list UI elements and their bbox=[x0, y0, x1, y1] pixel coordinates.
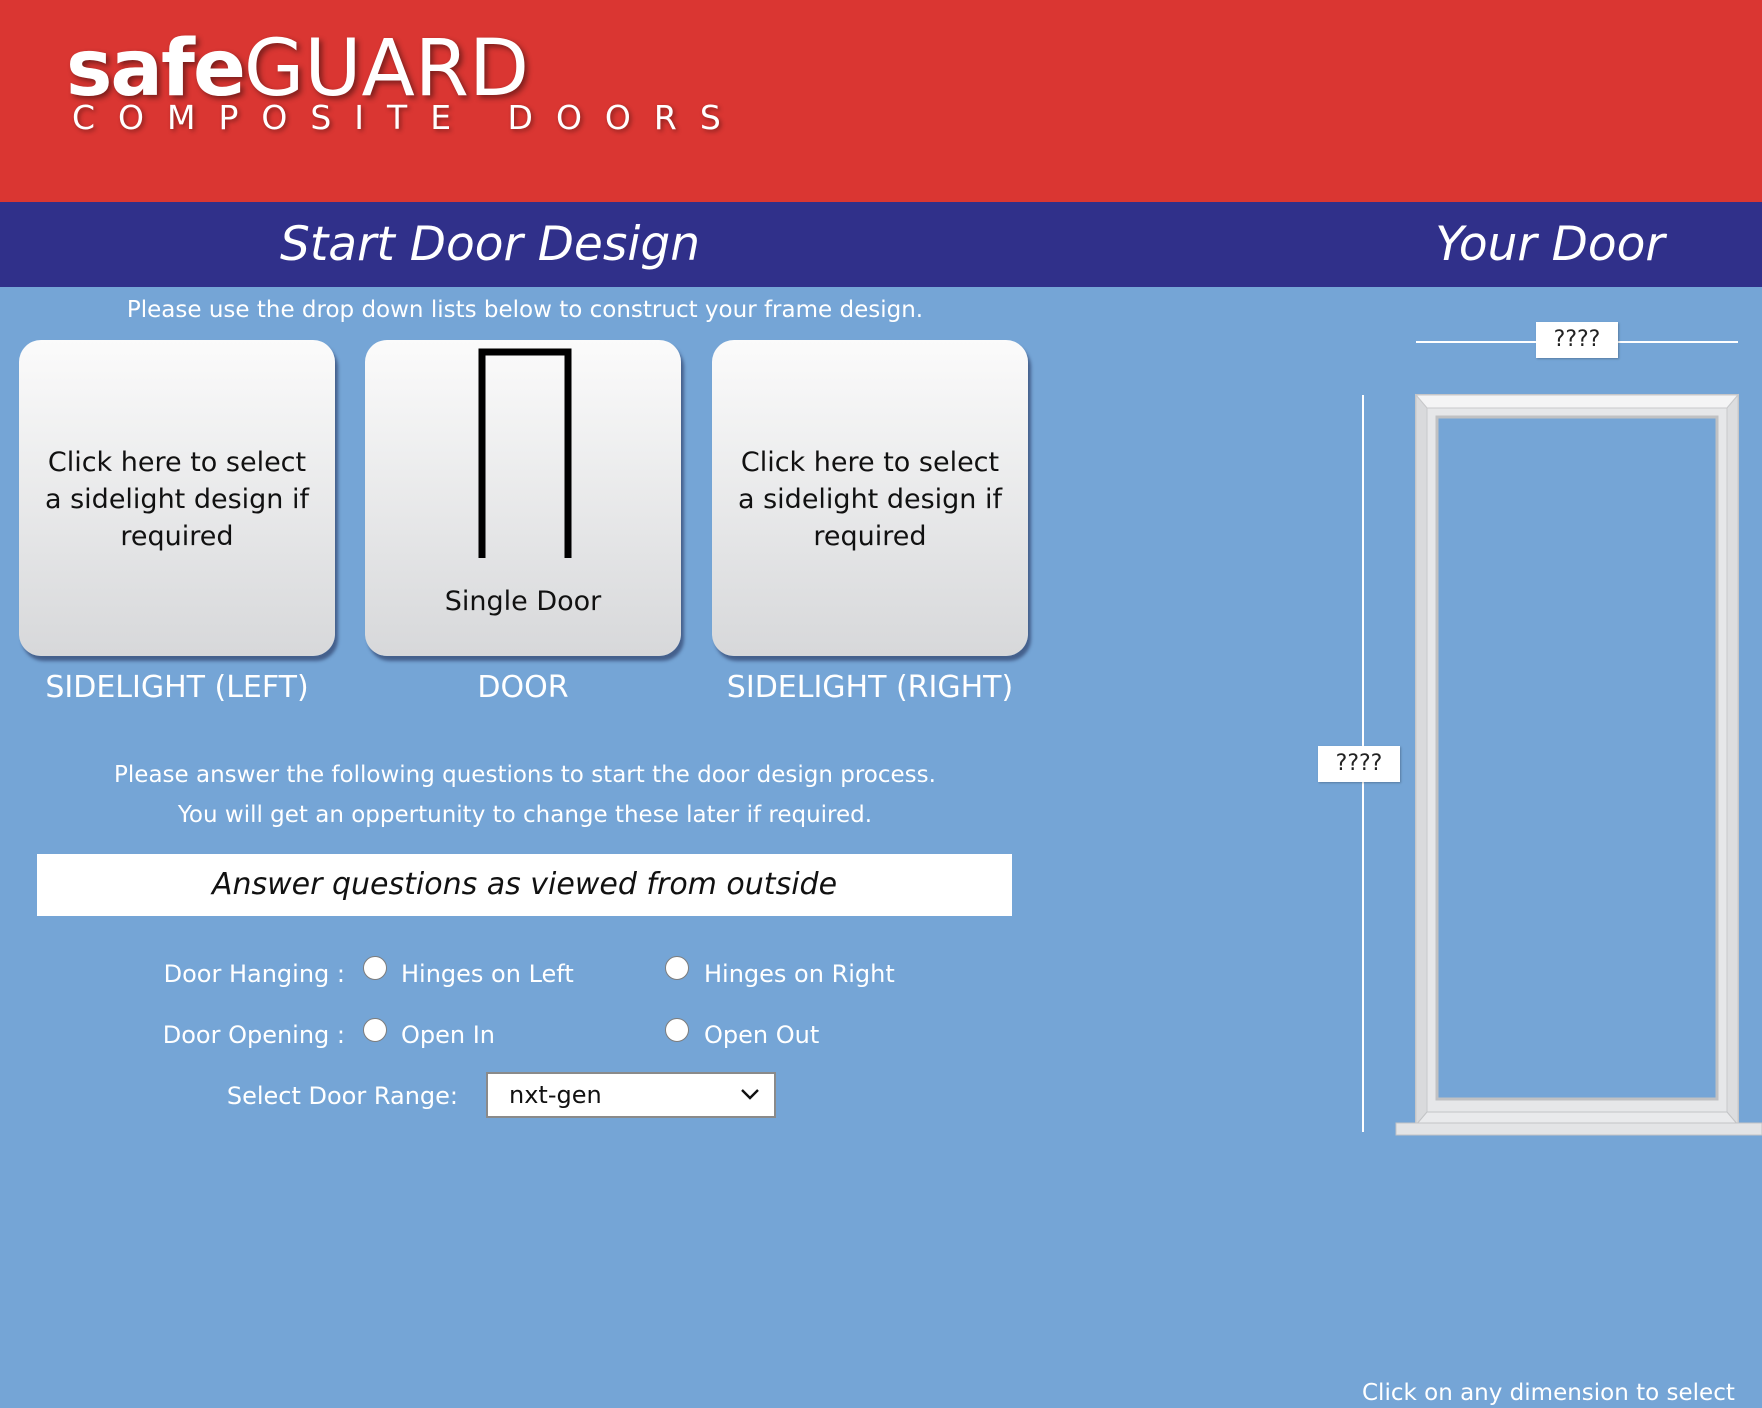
sidelight-left-label: SIDELIGHT (LEFT) bbox=[45, 670, 309, 705]
door-range-label: Select Door Range: bbox=[226, 1082, 458, 1110]
door-opening-label: Door Opening : bbox=[162, 1021, 345, 1049]
dimension-hint-text: Click on any dimension to select bbox=[1362, 1380, 1735, 1406]
logo-wordmark-guard: GUARD bbox=[243, 24, 530, 114]
your-door-title: Your Door bbox=[1435, 217, 1665, 272]
chevron-down-icon bbox=[738, 1076, 762, 1112]
door-preview bbox=[1290, 320, 1762, 1140]
single-door-icon bbox=[478, 348, 572, 560]
open-in-radio[interactable] bbox=[363, 1018, 387, 1042]
door-opening-panel bbox=[1437, 417, 1717, 1099]
door-range-select[interactable] bbox=[486, 1072, 776, 1118]
width-dimension-tag[interactable]: ???? bbox=[1536, 322, 1618, 358]
open-in-label[interactable]: Open In bbox=[401, 1021, 496, 1049]
start-door-design-title: Start Door Design bbox=[280, 217, 700, 272]
sidelight-right-label: SIDELIGHT (RIGHT) bbox=[726, 670, 1014, 705]
logo-wordmark-safe: safe bbox=[66, 24, 244, 114]
hinges-left-radio[interactable] bbox=[363, 956, 387, 980]
answer-outside-banner: Answer questions as viewed from outside bbox=[37, 854, 1012, 916]
hinges-right-label[interactable]: Hinges on Right bbox=[704, 960, 895, 988]
open-out-radio[interactable] bbox=[665, 1018, 689, 1042]
open-out-label[interactable]: Open Out bbox=[704, 1021, 820, 1049]
sidelight-right-prompt: Click here to select a sidelight design if required bbox=[737, 447, 1003, 552]
logo-tagline: COMPOSITE DOORS bbox=[72, 98, 744, 137]
door-type-text: Single Door bbox=[444, 586, 602, 617]
hinges-right-radio[interactable] bbox=[665, 956, 689, 980]
height-dimension-tag[interactable]: ???? bbox=[1318, 746, 1400, 782]
door-tile[interactable] bbox=[365, 340, 681, 656]
door-hanging-label: Door Hanging : bbox=[163, 960, 345, 988]
sidelight-right-tile[interactable] bbox=[712, 340, 1028, 656]
sidelight-left-tile[interactable] bbox=[19, 340, 335, 656]
safeguard-logo[interactable] bbox=[66, 24, 746, 140]
questions-intro-line1: Please answer the following questions to start the door design process. bbox=[114, 762, 936, 788]
sidelight-left-prompt: Click here to select a sidelight design if required bbox=[44, 447, 310, 552]
door-frame-drawing bbox=[1290, 320, 1762, 1140]
questions-intro-line2: You will get an oppertunity to change these later if required. bbox=[177, 802, 873, 828]
hinges-left-label[interactable]: Hinges on Left bbox=[401, 960, 574, 988]
frame-instruction: Please use the drop down lists below to construct your frame design. bbox=[126, 297, 924, 323]
site-header bbox=[0, 0, 1762, 202]
door-range-selected-value: nxt-gen bbox=[509, 1081, 602, 1109]
door-threshold bbox=[1396, 1123, 1762, 1135]
door-label: DOOR bbox=[477, 670, 569, 705]
title-bar bbox=[0, 202, 1762, 287]
